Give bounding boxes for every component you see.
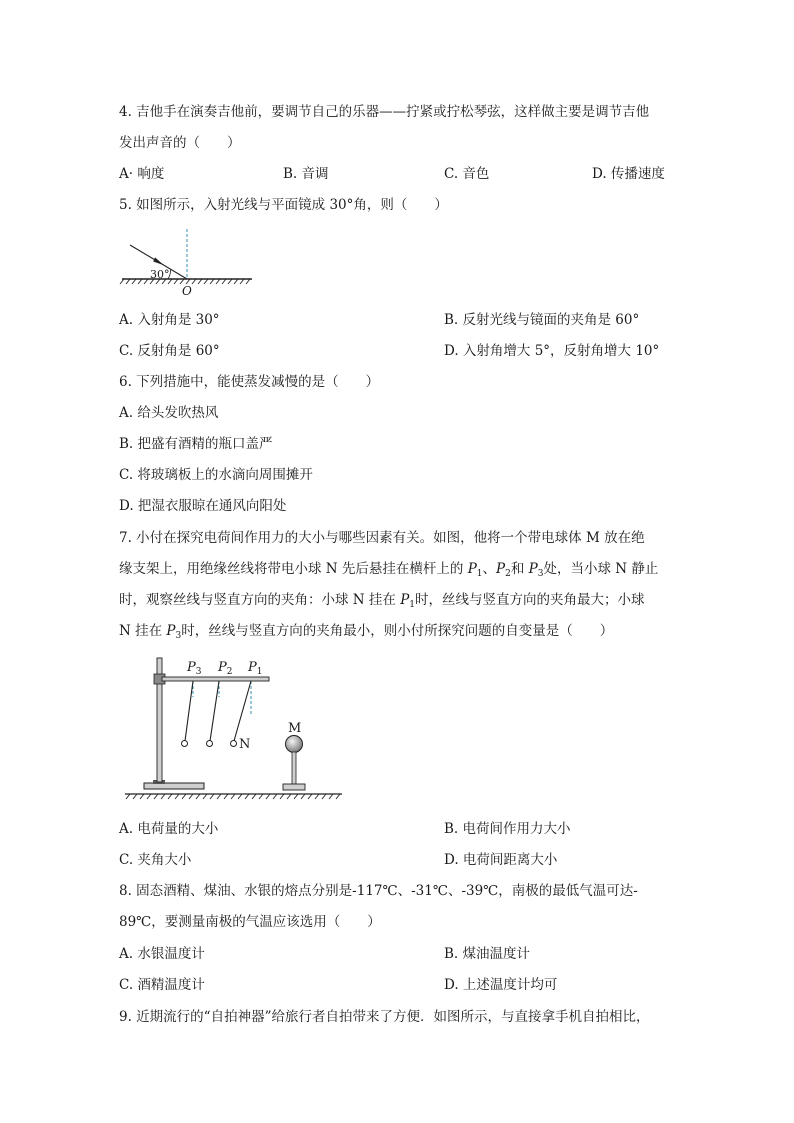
q5-option-b: B. 反射光线与镜面的夹角是 60° [444,312,640,328]
q4-stem-line1: 4. 吉他手在演奏吉他前，要调节自己的乐器——拧紧或拧松琴弦，这样做主要是调节吉他 [119,104,650,120]
q6-option-c: C. 将玻璃板上的水滴向周围摊开 [119,467,313,483]
q8-option-a: A. 水银温度计 [119,946,205,962]
q7-option-b: B. 电荷间作用力大小 [444,821,571,837]
q5-angle-label: 30° [150,268,170,281]
q8-option-c: C. 酒精温度计 [119,977,205,993]
q7-stem-line3: 时，观察丝线与竖直方向的夹角：小球 N 挂在 $P_1$时，丝线与竖直方向的夹角最大；小球 [119,592,645,610]
q5-stem: 5. 如图所示，入射光线与平面镜成 30°角，则（ ） [119,197,448,213]
q6-stem: 6. 下列措施中，能使蒸发减慢的是（ ） [119,374,380,390]
q4-option-c: C. 音色 [444,166,490,182]
q6-option-d: D. 把湿衣服晾在通风向阳处 [119,498,287,514]
q6-option-b: B. 把盛有酒精的瓶口盖严 [119,436,273,452]
q4-option-a: A· 响度 [119,166,165,182]
q4-stem-line2: 发出声音的（ ） [119,135,241,151]
q4-option-d: D. 传播速度 [592,166,665,182]
q5-option-c: C. 反射角是 60° [119,343,220,359]
q5-option-a: A. 入射角是 30° [119,312,220,328]
q7-option-c: C. 夹角大小 [119,852,192,868]
q5-option-d: D. 入射角增大 5°，反射角增大 10° [444,343,660,359]
q7-stem-line2: 缘支架上，用绝缘丝线将带电小球 N 先后悬挂在横杆上的 $P_1$、$P_2$和 $P_3$处，当小球 N 静止 [119,561,659,579]
q7-option-a: A. 电荷量的大小 [119,821,219,837]
q8-option-b: B. 煤油温度计 [444,946,531,962]
q7-label-p2: $P_2$ [218,660,233,677]
q5-point-o-label: O [182,284,192,298]
q7-option-d: D. 电荷间距离大小 [444,852,558,868]
q7-label-p1: $P_1$ [248,660,263,677]
q7-label-p3: $P_3$ [187,660,202,677]
q7-pendulum-figure [120,652,350,804]
q6-option-a: A. 给头发吹热风 [119,405,219,421]
q4-option-b: B. 音调 [283,166,329,182]
q8-stem-line2: 89℃，要测量南极的气温应该选用（ ） [119,914,381,930]
q9-stem-line1: 9. 近期流行的“自拍神器”给旅行者自拍带来了方便．如图所示，与直接拿手机自拍相比， [119,1009,650,1025]
q7-stem-line1: 7. 小付在探究电荷间作用力的大小与哪些因素有关。如图，他将一个带电球体 M 放在绝 [119,530,645,546]
q7-label-m: M [288,721,302,736]
q8-stem-line1: 8. 固态酒精、煤油、水银的熔点分别是-117℃、-31℃、-39℃，南极的最低气温可达- [119,883,638,899]
q8-option-d: D. 上述温度计均可 [444,977,558,993]
q7-stem-line4: N 挂在 $P_3$时，丝线与竖直方向的夹角最小，则小付所探究问题的自变量是（ ） [119,623,614,641]
q7-label-n: N [239,737,251,752]
